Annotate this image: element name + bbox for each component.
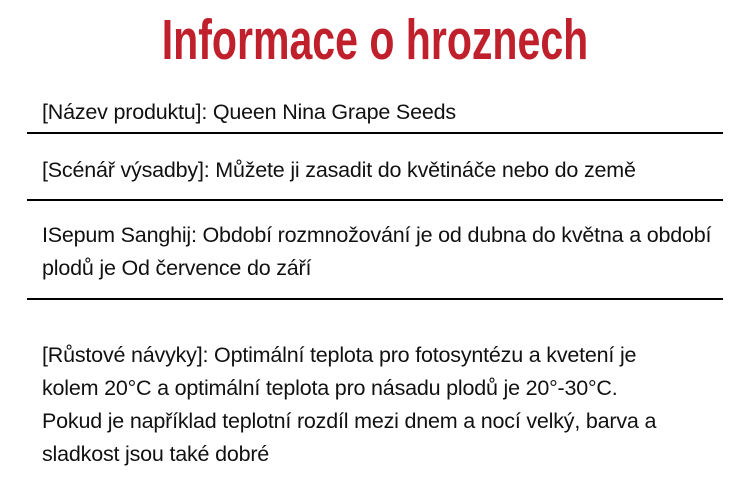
page-title: Informace o hroznech [161,8,589,72]
planting-scenario-text: [Scénář výsadby]: Můžete ji zasadit do květináče nebo do země [42,158,636,182]
list-item-planting-scenario [27,134,723,199]
list-item-breeding-period [27,201,723,298]
grape-info-page [0,8,750,491]
list-item-product-name [27,68,723,132]
list-item-growth-habits [27,300,723,471]
growth-habits-text-line-4: sladkost jsou také dobré [42,442,270,466]
product-name-text: [Název produktu]: Queen Nina Grape Seeds [42,100,456,124]
growth-habits-text-line-2: kolem 20°C a optimální teplota pro násadu plodů je 20°-30°C. [42,376,618,400]
breeding-period-text-line-2: plodů je Od července do září [42,256,312,280]
breeding-period-text-line-1: ISepum Sanghij: Období rozmnožování je od dubna do května a období [42,223,712,247]
growth-habits-text-line-1: [Růstové návyky]: Optimální teplota pro fotosyntézu a kvetení je [42,343,637,367]
info-list [27,68,723,471]
growth-habits-text-line-3: Pokud je například teplotní rozdíl mezi dnem a nocí velký, barva a [42,409,657,433]
